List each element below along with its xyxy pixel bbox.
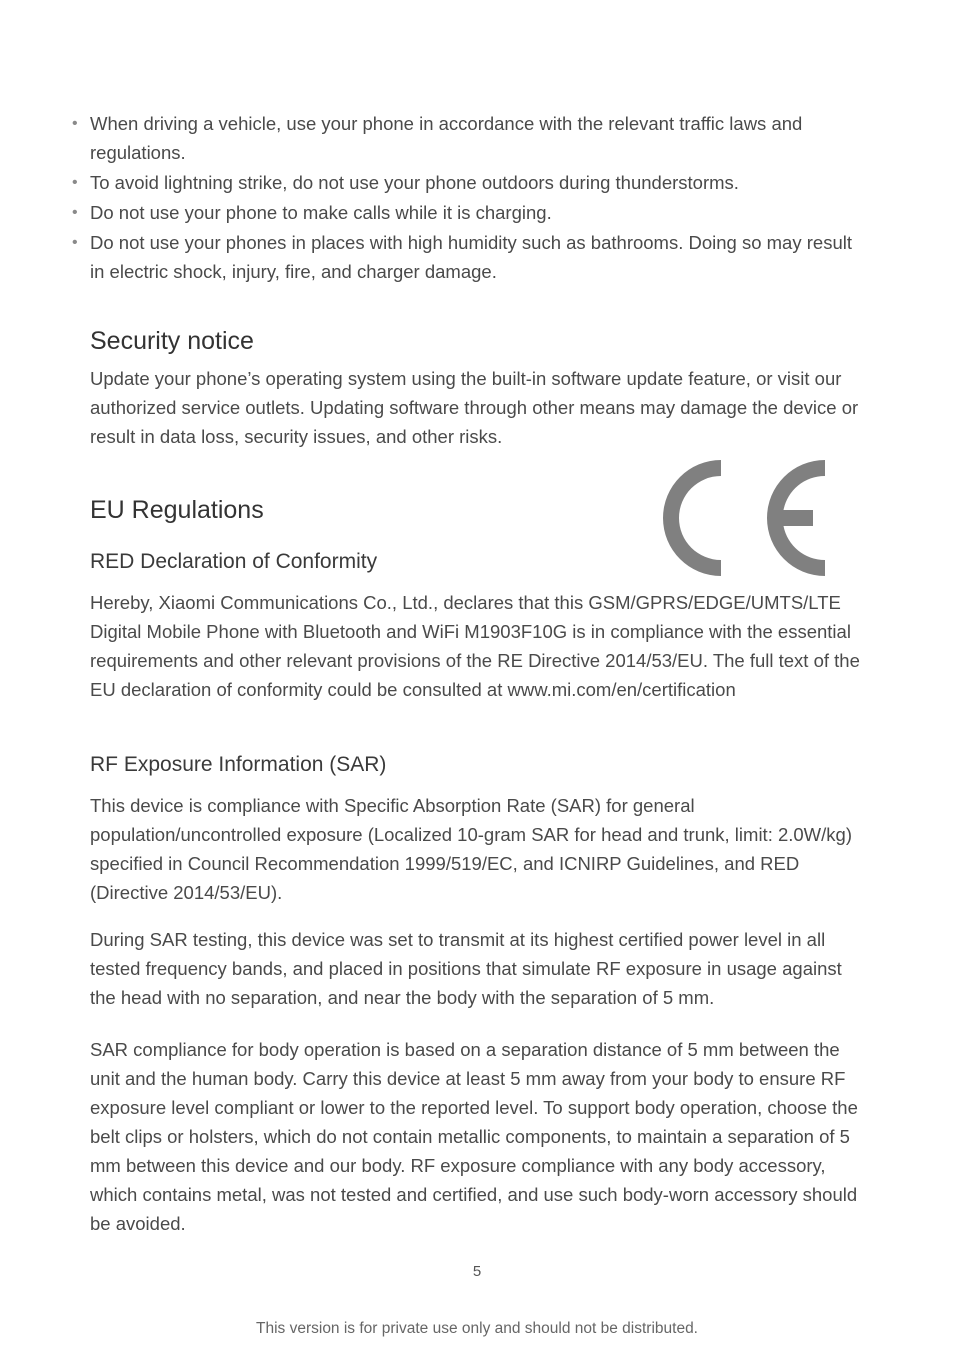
- rf-exposure-paragraph-3: SAR compliance for body operation is based on a separation distance of 5 mm between the unit and the human body. Carry this device at least 5 mm away from your body to ensure RF exposure level compliant or lower to the reported level. To support body operation, choose the belt clips or holsters, which do not contain metallic components, to maintain a separation of 5 mm between this device and our body. RF exposure compliance with any body accessory, which contains metal, was not tested and certified, and use such body-worn accessory should be avoided.: [90, 1039, 858, 1234]
- bullet-dot-icon: •: [72, 174, 78, 191]
- bullet-dot-icon: •: [72, 115, 78, 132]
- bullet-item: [72, 109, 862, 167]
- red-declaration-heading: RED Declaration of Conformity: [90, 550, 378, 573]
- rf-exposure-paragraph-2: During SAR testing, this device was set to transmit at its highest certified power level in all tested frequency bands, and placed in positions that simulate RF exposure in usage against the head with no separation, and near the body with the separation of 5 mm.: [90, 929, 842, 1008]
- bullet-text: To avoid lightning strike, do not use your phone outdoors during thunderstorms.: [90, 172, 739, 193]
- rf-exposure-paragraph-1: This device is compliance with Specific Absorption Rate (SAR) for general population/uncontrolled exposure (Localized 10-gram SAR for head and trunk, limit: 2.0W/kg) specified in Council Recommendation 1999/519/EC, and ICNIRP Guidelines, and RED (Directive 2014/53/EU).: [90, 795, 852, 903]
- bullet-dot-icon: •: [72, 234, 78, 251]
- security-notice-body: Update your phone’s operating system using the built-in software update feature, or visit our authorized service outlets. Updating software through other means may damage the device or result in data loss, security issues, and other risks.: [90, 368, 859, 447]
- ce-mark-icon: [655, 457, 827, 579]
- bullet-dot-icon: •: [72, 204, 78, 221]
- red-declaration-body: Hereby, Xiaomi Communications Co., Ltd., declares that this GSM/GPRS/EDGE/UMTS/LTE Digital Mobile Phone with Bluetooth and WiFi M1903F10G is in compliance with the essential requirements and other relevant provisions of the RE Directive 2014/53/EU. The full text of the EU declaration of conformity could be consulted at www.mi.com/en/certification: [90, 592, 860, 700]
- security-notice-heading: Security notice: [90, 327, 254, 355]
- bullet-text: When driving a vehicle, use your phone in accordance with the relevant traffic laws and regulations.: [90, 113, 803, 163]
- bullet-item: [72, 228, 862, 286]
- safety-bullet-list: [72, 109, 862, 287]
- page-number: 5: [472, 1263, 482, 1280]
- bullet-item: [72, 168, 862, 197]
- eu-regulations-heading: EU Regulations: [90, 496, 264, 524]
- bullet-text: Do not use your phones in places with high humidity such as bathrooms. Doing so may result in electric shock, injury, fire, and charger damage.: [90, 232, 852, 282]
- bullet-text: Do not use your phone to make calls while it is charging.: [90, 202, 552, 223]
- rf-exposure-heading: RF Exposure Information (SAR): [90, 753, 387, 776]
- bullet-item: [72, 198, 862, 227]
- distribution-footer: This version is for private use only and should not be distributed.: [256, 1320, 698, 1337]
